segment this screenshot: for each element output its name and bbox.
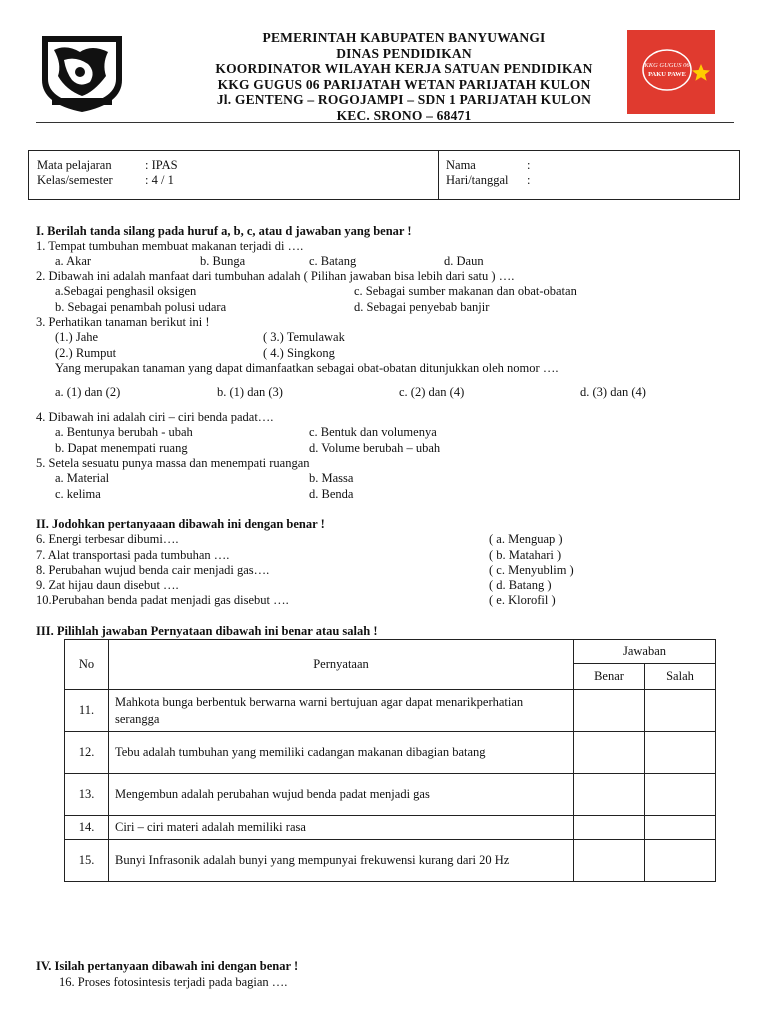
letterhead-line-4: KKG GUGUS 06 PARIJATAH WETAN PARIJATAH KULON xyxy=(217,76,591,92)
letterhead-line-3: KOORDINATOR WILAYAH KERJA SATUAN PENDIDIKAN xyxy=(215,61,593,76)
q2-option-a[interactable]: a.Sebagai penghasil oksigen xyxy=(55,284,197,298)
statement-text: Bunyi Infrasonik adalah bunyi yang mempunyai frekuwensi kurang dari 20 Hz xyxy=(109,840,574,882)
q3-plant-3: ( 3.) Temulawak xyxy=(263,330,345,344)
col-header-false: Salah xyxy=(645,664,716,690)
letterhead-line-1: PEMERINTAH KABUPATEN BANYUWANGI xyxy=(262,30,546,45)
answer-false-cell[interactable] xyxy=(645,732,716,774)
question-2: 2. Dibawah ini adalah manfaat dari tumbuhan adalah ( Pilihan jawaban bisa lebih dari satu ) …. xyxy=(36,269,515,283)
q4-option-b[interactable]: b. Dapat menempati ruang xyxy=(55,441,188,455)
q4-option-d[interactable]: d. Volume berubah – ubah xyxy=(309,441,441,455)
col-header-no: No xyxy=(65,640,109,690)
letterhead-line-2: DINAS PENDIDIKAN xyxy=(336,45,472,61)
q4-option-a[interactable]: a. Bentunya berubah - ubah xyxy=(55,425,193,439)
table-row xyxy=(65,732,716,774)
svg-text:KKG GUGUS 06: KKG GUGUS 06 xyxy=(644,62,690,69)
question-16: 16. Proses fotosintesis terjadi pada bagian …. xyxy=(59,975,288,989)
q3-option-b[interactable]: b. (1) dan (3) xyxy=(217,385,283,399)
matching-question-9: 9. Zat hijau daun disebut …. xyxy=(36,578,179,592)
table-row xyxy=(65,774,716,816)
name-field[interactable]: : xyxy=(527,158,531,172)
table-row xyxy=(65,840,716,882)
q3-plant-1: (1.) Jahe xyxy=(55,330,99,344)
section-2-title: II. Jodohkan pertanyaaan dibawah ini dengan benar ! xyxy=(36,517,325,531)
answer-true-cell[interactable] xyxy=(574,774,645,816)
answer-false-cell[interactable] xyxy=(645,690,716,732)
answer-false-cell[interactable] xyxy=(645,816,716,840)
date-field[interactable]: : xyxy=(527,173,531,187)
col-header-true: Benar xyxy=(574,664,645,690)
matching-answer-a[interactable]: ( a. Menguap ) xyxy=(489,532,563,546)
class-label: Kelas/semester xyxy=(37,173,113,187)
kkg-gugus-logo xyxy=(627,30,715,114)
table-row xyxy=(65,690,716,732)
svg-text:PAKU PAWE: PAKU PAWE xyxy=(648,71,686,78)
q5-option-d[interactable]: d. Benda xyxy=(309,487,354,501)
statement-text: Mengembun adalah perubahan wujud benda padat menjadi gas xyxy=(109,774,574,816)
col-header-statement: Pernyataan xyxy=(109,640,574,690)
matching-answer-d[interactable]: ( d. Batang ) xyxy=(489,578,552,592)
subject-label: Mata pelajaran xyxy=(37,158,112,172)
statement-text: Ciri – ciri materi adalah memiliki rasa xyxy=(109,816,574,840)
matching-question-8: 8. Perubahan wujud benda cair menjadi gas…. xyxy=(36,563,270,577)
section-4-title: IV. Isilah pertanyaan dibawah ini dengan benar ! xyxy=(36,959,299,973)
q2-option-d[interactable]: d. Sebagai penyebab banjir xyxy=(354,300,490,314)
answer-true-cell[interactable] xyxy=(574,816,645,840)
answer-false-cell[interactable] xyxy=(645,774,716,816)
class-value: : 4 / 1 xyxy=(145,173,174,187)
q2-option-b[interactable]: b. Sebagai penambah polusi udara xyxy=(55,300,227,314)
q3-prompt: Yang merupakan tanaman yang dapat dimanfaatkan sebagai obat-obatan ditunjukkan oleh nomor …. xyxy=(55,361,559,375)
q4-option-c[interactable]: c. Bentuk dan volumenya xyxy=(309,425,437,439)
date-label: Hari/tanggal xyxy=(446,173,509,187)
q3-option-c[interactable]: c. (2) dan (4) xyxy=(399,385,465,399)
question-3: 3. Perhatikan tanaman berikut ini ! xyxy=(36,315,210,329)
subject-value: : IPAS xyxy=(145,158,178,172)
statement-text: Tebu adalah tumbuhan yang memiliki cadangan makanan dibagian batang xyxy=(109,732,574,774)
matching-question-7: 7. Alat transportasi pada tumbuhan …. xyxy=(36,548,230,562)
q1-option-a[interactable]: a. Akar xyxy=(55,254,92,268)
section-1-title: I. Berilah tanda silang pada huruf a, b, c, atau d jawaban yang benar ! xyxy=(36,224,412,238)
answer-true-cell[interactable] xyxy=(574,690,645,732)
question-5: 5. Setela sesuatu punya massa dan menempati ruangan xyxy=(36,456,310,470)
student-info-box xyxy=(28,150,740,200)
matching-answer-e[interactable]: ( e. Klorofil ) xyxy=(489,593,556,607)
q2-option-c[interactable]: c. Sebagai sumber makanan dan obat-obatan xyxy=(354,284,577,298)
q5-option-c[interactable]: c. kelima xyxy=(55,487,101,501)
matching-question-6: 6. Energi terbesar dibumi…. xyxy=(36,532,179,546)
letterhead-line-5: Jl. GENTENG – ROGOJAMPI – SDN 1 PARIJATAH KULON xyxy=(216,92,592,107)
row-number: 12. xyxy=(65,732,109,774)
header-divider xyxy=(36,122,734,123)
section-3-title: III. Pilihlah jawaban Pernyataan dibawah ini benar atau salah ! xyxy=(36,624,378,638)
table-row xyxy=(65,816,716,840)
q5-option-a[interactable]: a. Material xyxy=(55,471,110,485)
q5-option-b[interactable]: b. Massa xyxy=(309,471,354,485)
row-number: 11. xyxy=(65,690,109,732)
q3-plant-2: (2.) Rumput xyxy=(55,346,117,360)
q1-option-b[interactable]: b. Bunga xyxy=(200,254,246,268)
letterhead-line-6: KEC. SRONO – 68471 xyxy=(336,107,472,123)
answer-false-cell[interactable] xyxy=(645,840,716,882)
answer-true-cell[interactable] xyxy=(574,732,645,774)
question-1: 1. Tempat tumbuhan membuat makanan terjadi di …. xyxy=(36,239,304,253)
row-number: 14. xyxy=(65,816,109,840)
q3-option-a[interactable]: a. (1) dan (2) xyxy=(55,385,121,399)
q1-option-d[interactable]: d. Daun xyxy=(444,254,484,268)
col-header-answer: Jawaban xyxy=(574,640,716,664)
question-4: 4. Dibawah ini adalah ciri – ciri benda padat…. xyxy=(36,410,274,424)
name-label: Nama xyxy=(446,158,476,172)
info-box-divider xyxy=(438,150,439,200)
statement-text: Mahkota bunga berbentuk berwarna warni bertujuan agar dapat menarikperhatian serangga xyxy=(109,690,574,732)
true-false-table xyxy=(64,639,716,882)
answer-true-cell[interactable] xyxy=(574,840,645,882)
matching-answer-b[interactable]: ( b. Matahari ) xyxy=(489,548,562,562)
row-number: 15. xyxy=(65,840,109,882)
q3-plant-4: ( 4.) Singkong xyxy=(263,346,335,360)
matching-answer-c[interactable]: ( c. Menyublim ) xyxy=(489,563,574,577)
q3-option-d[interactable]: d. (3) dan (4) xyxy=(580,385,646,399)
q1-option-c[interactable]: c. Batang xyxy=(309,254,357,268)
matching-question-10: 10.Perubahan benda padat menjadi gas disebut …. xyxy=(36,593,289,607)
row-number: 13. xyxy=(65,774,109,816)
